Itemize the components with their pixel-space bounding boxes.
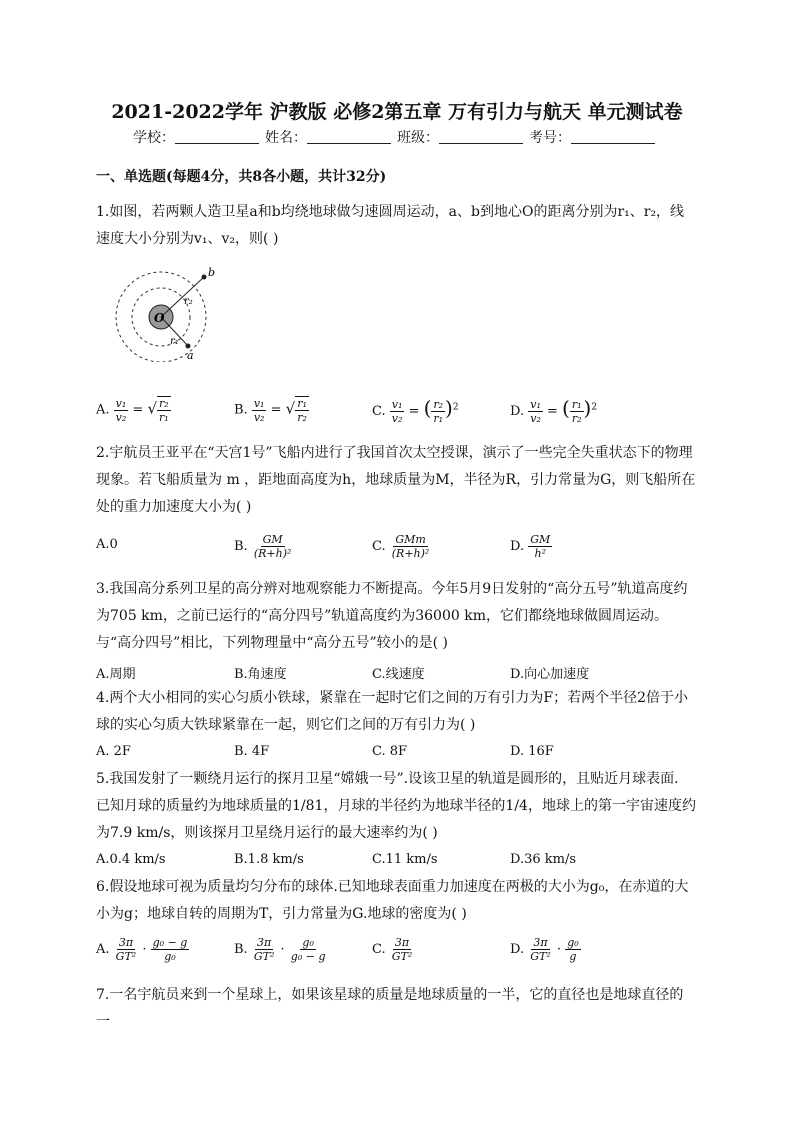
question-7: 7.一名宇航员来到一个星球上，如果该星球的质量是地球质量的一半，它的直径也是地球直径的一	[96, 987, 684, 1030]
q3-option-c[interactable]: C.线速度	[372, 667, 425, 682]
q4-option-c[interactable]: C. 8F	[372, 744, 408, 759]
q2-option-a[interactable]: A.0	[96, 537, 118, 552]
q1-option-b[interactable]: B. $\frac{\text{v₁}}{\text{v₂}}$ = √ $\frac{\text{r₁}}{\text{r₂}}$	[234, 396, 307, 424]
orbit-figure	[108, 262, 218, 362]
q2-option-d[interactable]: D. $\frac{GM}{\text{h²}}$	[510, 533, 551, 560]
q2-option-c[interactable]: C. $\frac{\text{GMm}}{\text{(R+h)²}}$	[372, 533, 430, 560]
section-heading: 一、单选题(每题4分，共8各小题，共计32分)	[96, 169, 387, 185]
question-5: 5.我国发射了一颗绕月运行的探月卫星“嫦娥一号”.设该卫星的轨道是圆形的，且贴近月球表面．已知月球的质量约为地球质量的1/81，月球的半径约为地球半径的1/4，地球上的第一宇宙速度约为7.9 km/s，则该探月卫星绕月运行的最大速率约为( )	[96, 771, 696, 841]
satellite-a	[186, 344, 191, 349]
exam-title: 2021-2022学年 沪教版 必修2第五章 万有引力与航天 单元测试卷	[111, 101, 683, 123]
class-blank[interactable]	[439, 129, 523, 144]
school-blank[interactable]	[175, 129, 259, 144]
exam-no-blank[interactable]	[571, 129, 655, 144]
q1-option-c[interactable]: C. $\frac{\text{v₁}}{\text{v₂}}$ = ( $\frac{\text{r₂}}{\text{r₁}}$ )$^2$	[372, 396, 459, 425]
q4-option-b[interactable]: B. 4F	[234, 744, 270, 759]
question-3: 3.我国高分系列卫星的高分辨对地观察能力不断提高。今年5月9日发射的“高分五号”轨道高度约为705 km，之前已运行的“高分四号”轨道高度约为36000 km，它们都绕地球做圆周运动。与“高分四号”相比，下列物理量中“高分五号”较小的是( )	[96, 581, 688, 651]
q4-option-a[interactable]: A. 2F	[96, 744, 131, 759]
q6-option-b[interactable]: B. $\frac{3\pi}{\text{GT²}}$ · $\frac{\text{g₀}}{\text{g₀ − g}}$	[234, 936, 326, 963]
name-blank[interactable]	[307, 129, 391, 144]
label-o: O	[154, 311, 165, 325]
q2-option-b[interactable]: B. $\frac{GM}{\text{(R+h)²}}$	[234, 533, 292, 560]
name-label: 姓名：	[265, 130, 307, 146]
q5-option-b[interactable]: B.1.8 km/s	[234, 852, 304, 867]
question-6-options	[96, 936, 696, 966]
exam-no-label: 考号：	[529, 130, 571, 146]
q5-option-a[interactable]: A.0.4 km/s	[96, 852, 166, 867]
q6-option-c[interactable]: C. $\frac{3\pi}{\text{GT²}}$	[372, 936, 413, 963]
radius-r2	[161, 277, 204, 317]
school-label: 学校：	[133, 130, 175, 146]
question-1: 1.如图，若两颗人造卫星a和b均绕地球做匀速圆周运动，a、b到地心O的距离分别为r₁、r₂，线速度大小分别为v₁、v₂，则( )	[96, 204, 685, 247]
q3-option-d[interactable]: D.向心加速度	[510, 667, 590, 682]
question-4: 4.两个大小相同的实心匀质小铁球，紧靠在一起时它们之间的万有引力为F；若两个半径2倍于小球的实心匀质大铁球紧靠在一起，则它们之间的万有引力为( )	[96, 690, 688, 733]
q1-option-a[interactable]: A. $\frac{\text{v₁}}{\text{v₂}}$ = √ $\frac{\text{r₂}}{\text{r₁}}$	[96, 396, 169, 424]
student-info-line	[0, 127, 794, 147]
q6-option-d[interactable]: D. $\frac{3\pi}{\text{GT²}}$ · $\frac{\text{g₀}}{g}$	[510, 936, 579, 963]
question-2: 2.宇航员王亚平在“天宫1号”飞船内进行了我国首次太空授课，演示了一些完全失重状态下的物理现象。若飞船质量为 m ，距地面高度为h，地球质量为M，半径为R，引力常量为G，则飞船所在处的重力加速度大小为( )	[96, 445, 696, 515]
label-r2: r₂	[184, 296, 193, 307]
question-1-options	[96, 396, 696, 426]
question-6: 6.假设地球可视为质量均匀分布的球体.已知地球表面重力加速度在两极的大小为g₀，在赤道的大小为g；地球自转的周期为T，引力常量为G.地球的密度为( )	[96, 879, 689, 922]
q3-option-a[interactable]: A.周期	[96, 667, 136, 682]
q6-option-a[interactable]: A. $\frac{3\pi}{\text{GT²}}$ · $\frac{\text{g₀ − g}}{\text{g₀}}$	[96, 936, 188, 963]
q3-option-b[interactable]: B.角速度	[234, 667, 287, 682]
q4-option-d[interactable]: D. 16F	[510, 744, 554, 759]
label-a: a	[187, 349, 194, 362]
label-r1: r₁	[170, 336, 179, 347]
q5-option-c[interactable]: C.11 km/s	[372, 852, 438, 867]
q1-option-d[interactable]: D. $\frac{\text{v₁}}{\text{v₂}}$ = ( $\frac{\text{r₁}}{\text{r₂}}$ )$^2$	[510, 396, 598, 425]
satellite-b	[202, 275, 207, 280]
question-2-options	[96, 533, 696, 563]
label-b: b	[208, 266, 216, 279]
class-label: 班级：	[397, 130, 439, 146]
q5-option-d[interactable]: D.36 km/s	[510, 852, 577, 867]
